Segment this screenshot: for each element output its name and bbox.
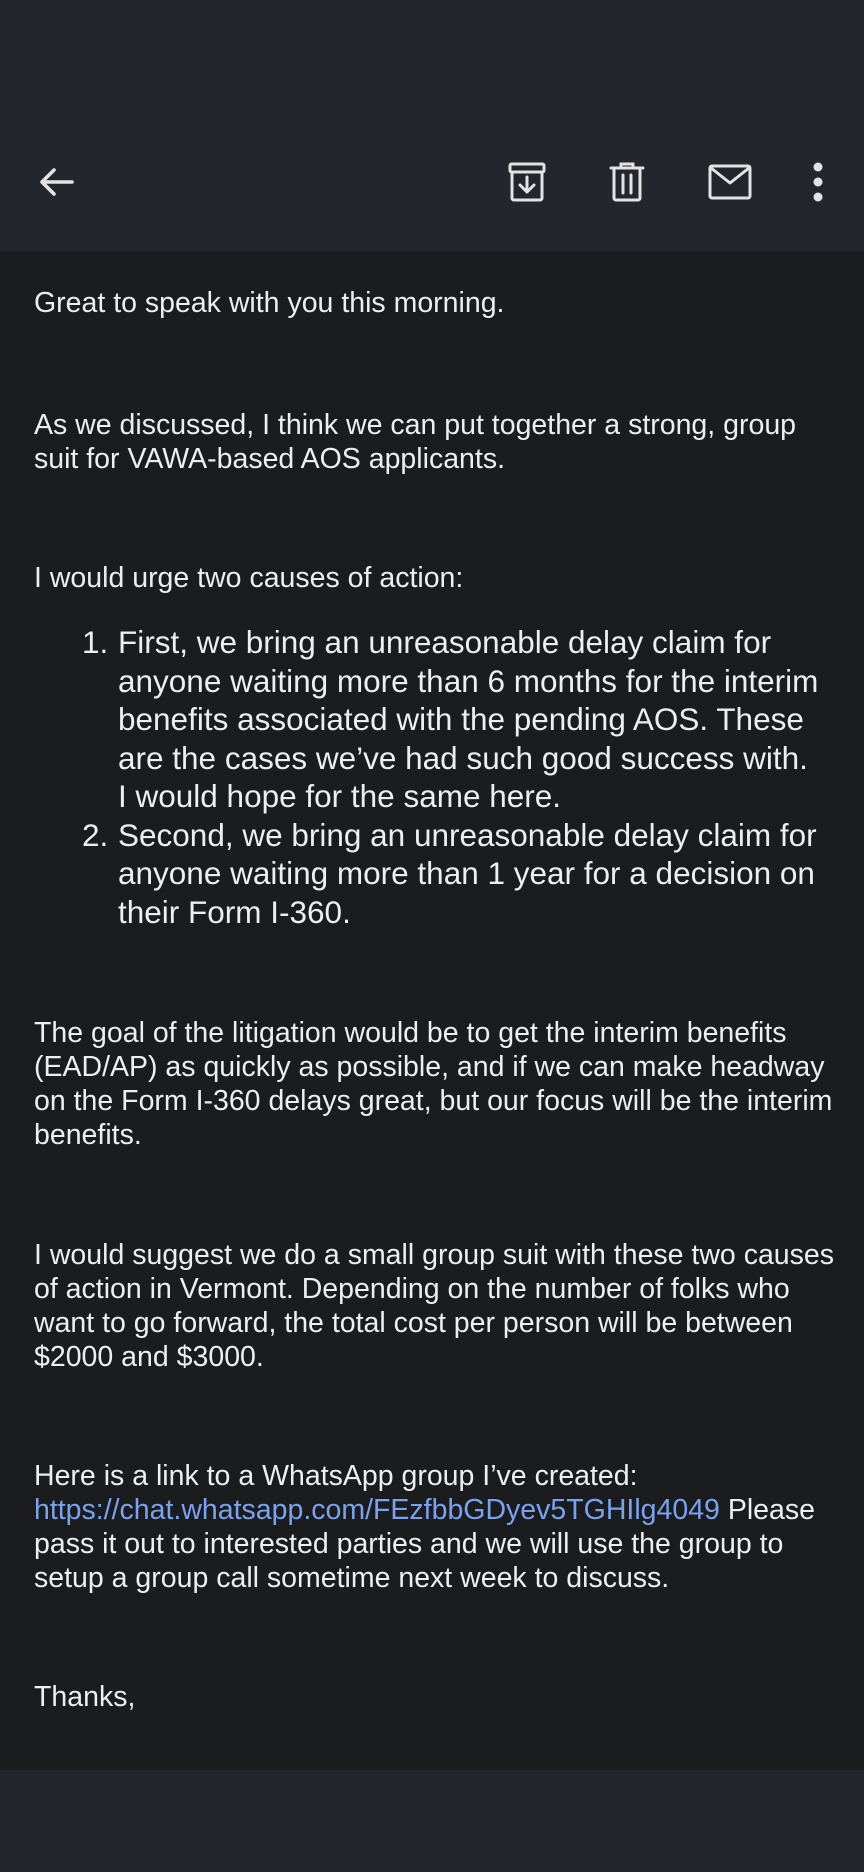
bottom-bar: [0, 1770, 864, 1872]
list-item-text: Second, we bring an unreasonable delay claim for anyone waiting more than 1 year for a decision on their Form I-360.: [118, 816, 817, 930]
whatsapp-link[interactable]: https://chat.whatsapp.com/FEzfbbGDyev5TGHIlg4049: [34, 1494, 720, 1526]
whatsapp-after-text: Please pass it out to interested parties and we will use the group to setup a group call sometime next week to discuss.: [34, 1494, 815, 1594]
causes-intro: I would urge two causes of action:: [34, 562, 464, 594]
more-options-button[interactable]: [794, 152, 842, 212]
suggestion-paragraph: I would suggest we do a small group suit with these two causes of action in Vermont. Depending on the number of folks who want to go forward, the total cost per person will be between $2000 and $3000.: [34, 1239, 835, 1373]
causes-list: [82, 623, 822, 931]
list-item: [82, 623, 822, 816]
trash-icon: [609, 161, 645, 203]
greeting-text: Great to speak with you this morning.: [34, 287, 505, 319]
signoff-text: Thanks,: [34, 1681, 136, 1713]
delete-button[interactable]: [603, 152, 651, 212]
goal-paragraph: The goal of the litigation would be to get the interim benefits (EAD/AP) as quickly as possible, and if we can make headway on the Form I-360 delays great, but our focus will be the interim benefits.: [34, 1017, 833, 1151]
mail-icon: [708, 164, 752, 200]
more-vertical-icon: [812, 162, 824, 202]
whatsapp-paragraph: [34, 1459, 834, 1595]
list-number: 2.: [82, 816, 109, 853]
arrow-left-icon: [36, 162, 76, 202]
discussion-paragraph: As we discussed, I think we can put together a strong, group suit for VAWA-based AOS applicants.: [34, 409, 797, 475]
mark-unread-button[interactable]: [706, 152, 754, 212]
list-number: 1.: [82, 624, 109, 660]
back-button[interactable]: [32, 152, 80, 212]
list-item: [82, 816, 822, 932]
whatsapp-intro-text: Here is a link to a WhatsApp group I’ve created:: [34, 1460, 638, 1492]
list-item-text: First, we bring an unreasonable delay claim for anyone waiting more than 6 months for the interim benefits associated with the pending AOS. These are the cases we’ve had such good success with. I would hope for the same here.: [118, 624, 819, 814]
archive-icon: [507, 161, 547, 203]
archive-button[interactable]: [503, 152, 551, 212]
top-app-bar: [0, 0, 864, 251]
